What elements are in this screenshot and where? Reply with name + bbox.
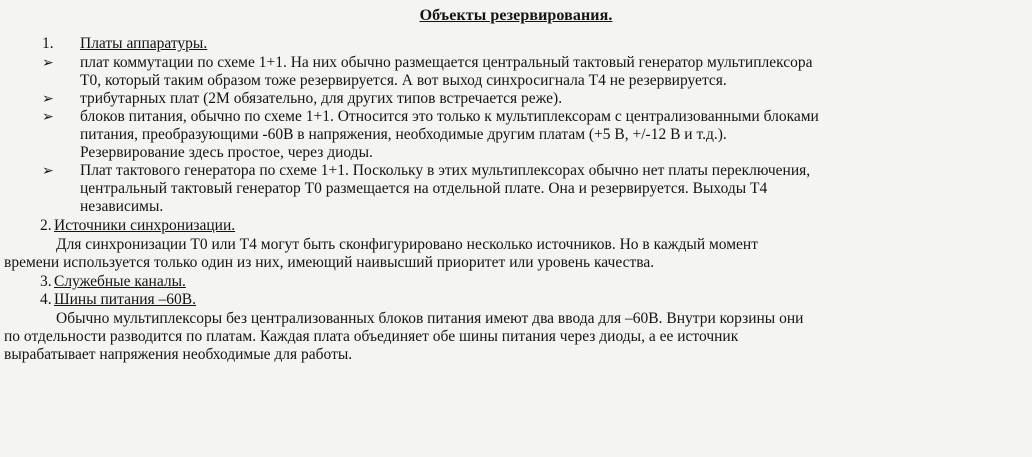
section-4-line-3: вырабатывает напряжения необходимые для работы.: [4, 346, 353, 363]
page-title: Объекты резервирования.: [419, 7, 613, 24]
bullet-3-line-2: питания, преобразующими -60В в напряжения, необходимые другим платам (+5 В, +/-12 В и т.д.).: [80, 126, 727, 143]
section-1-heading: Платы аппаратуры.: [80, 35, 208, 52]
bullet-2-line-1: трибутарных плат (2М обязательно, для других типов встречается реже).: [80, 90, 563, 107]
bullet-4-line-3: независимы.: [80, 198, 164, 215]
bullet-1-line-2: Т0, который таким образом тоже резервируется. А вот выход синхросигнала Т4 не резервируется.: [80, 72, 727, 89]
section-2-line-2: времени используется только один из них, имеющий наивысший приоритет или уровень качества.: [4, 254, 655, 271]
section-3-number: 3.: [40, 273, 52, 290]
section-2-number: 2.: [40, 217, 52, 234]
section-1-number: 1.: [42, 35, 54, 52]
bullet-4-line-2: центральный тактовый генератор Т0 размещается на отдельной плате. Она и резервируется. Выходы Т4: [80, 180, 768, 197]
bullet-1-line-1: плат коммутации по схеме 1+1. На них обычно размещается центральный тактовый генератор мультиплексора: [80, 54, 813, 71]
section-2-line-1: Для синхронизации Т0 или Т4 могут быть сконфигурировано несколько источников. Но в каждый момент: [56, 236, 759, 253]
section-4-line-1: Обычно мультиплексоры без централизованных блоков питания имеют два ввода для –60В. Внутри корзины они: [56, 310, 804, 327]
section-4-number: 4.: [40, 291, 52, 308]
bullet-3-line-1: блоков питания, обычно по схеме 1+1. Относится это только к мультиплексорам с централизованными блоками: [80, 108, 819, 125]
section-4-heading: Шины питания –60В.: [54, 291, 197, 308]
arrow-bullet-icon: ➢: [42, 163, 54, 179]
section-3-heading: Служебные каналы.: [54, 273, 186, 290]
bullet-4-line-1: Плат тактового генератора по схеме 1+1. Поскольку в этих мультиплексорах обычно нет платы переключения,: [80, 162, 811, 179]
arrow-bullet-icon: ➢: [42, 55, 54, 71]
arrow-bullet-icon: ➢: [42, 91, 54, 107]
arrow-bullet-icon: ➢: [42, 109, 54, 125]
section-2-heading: Источники синхронизации.: [54, 217, 236, 234]
section-4-line-2: по отдельности разводится по платам. Каждая плата объединяет обе шины питания через диоды, а ее источник: [4, 328, 739, 345]
bullet-3-line-3: Резервирование здесь простое, через диоды.: [80, 144, 373, 161]
